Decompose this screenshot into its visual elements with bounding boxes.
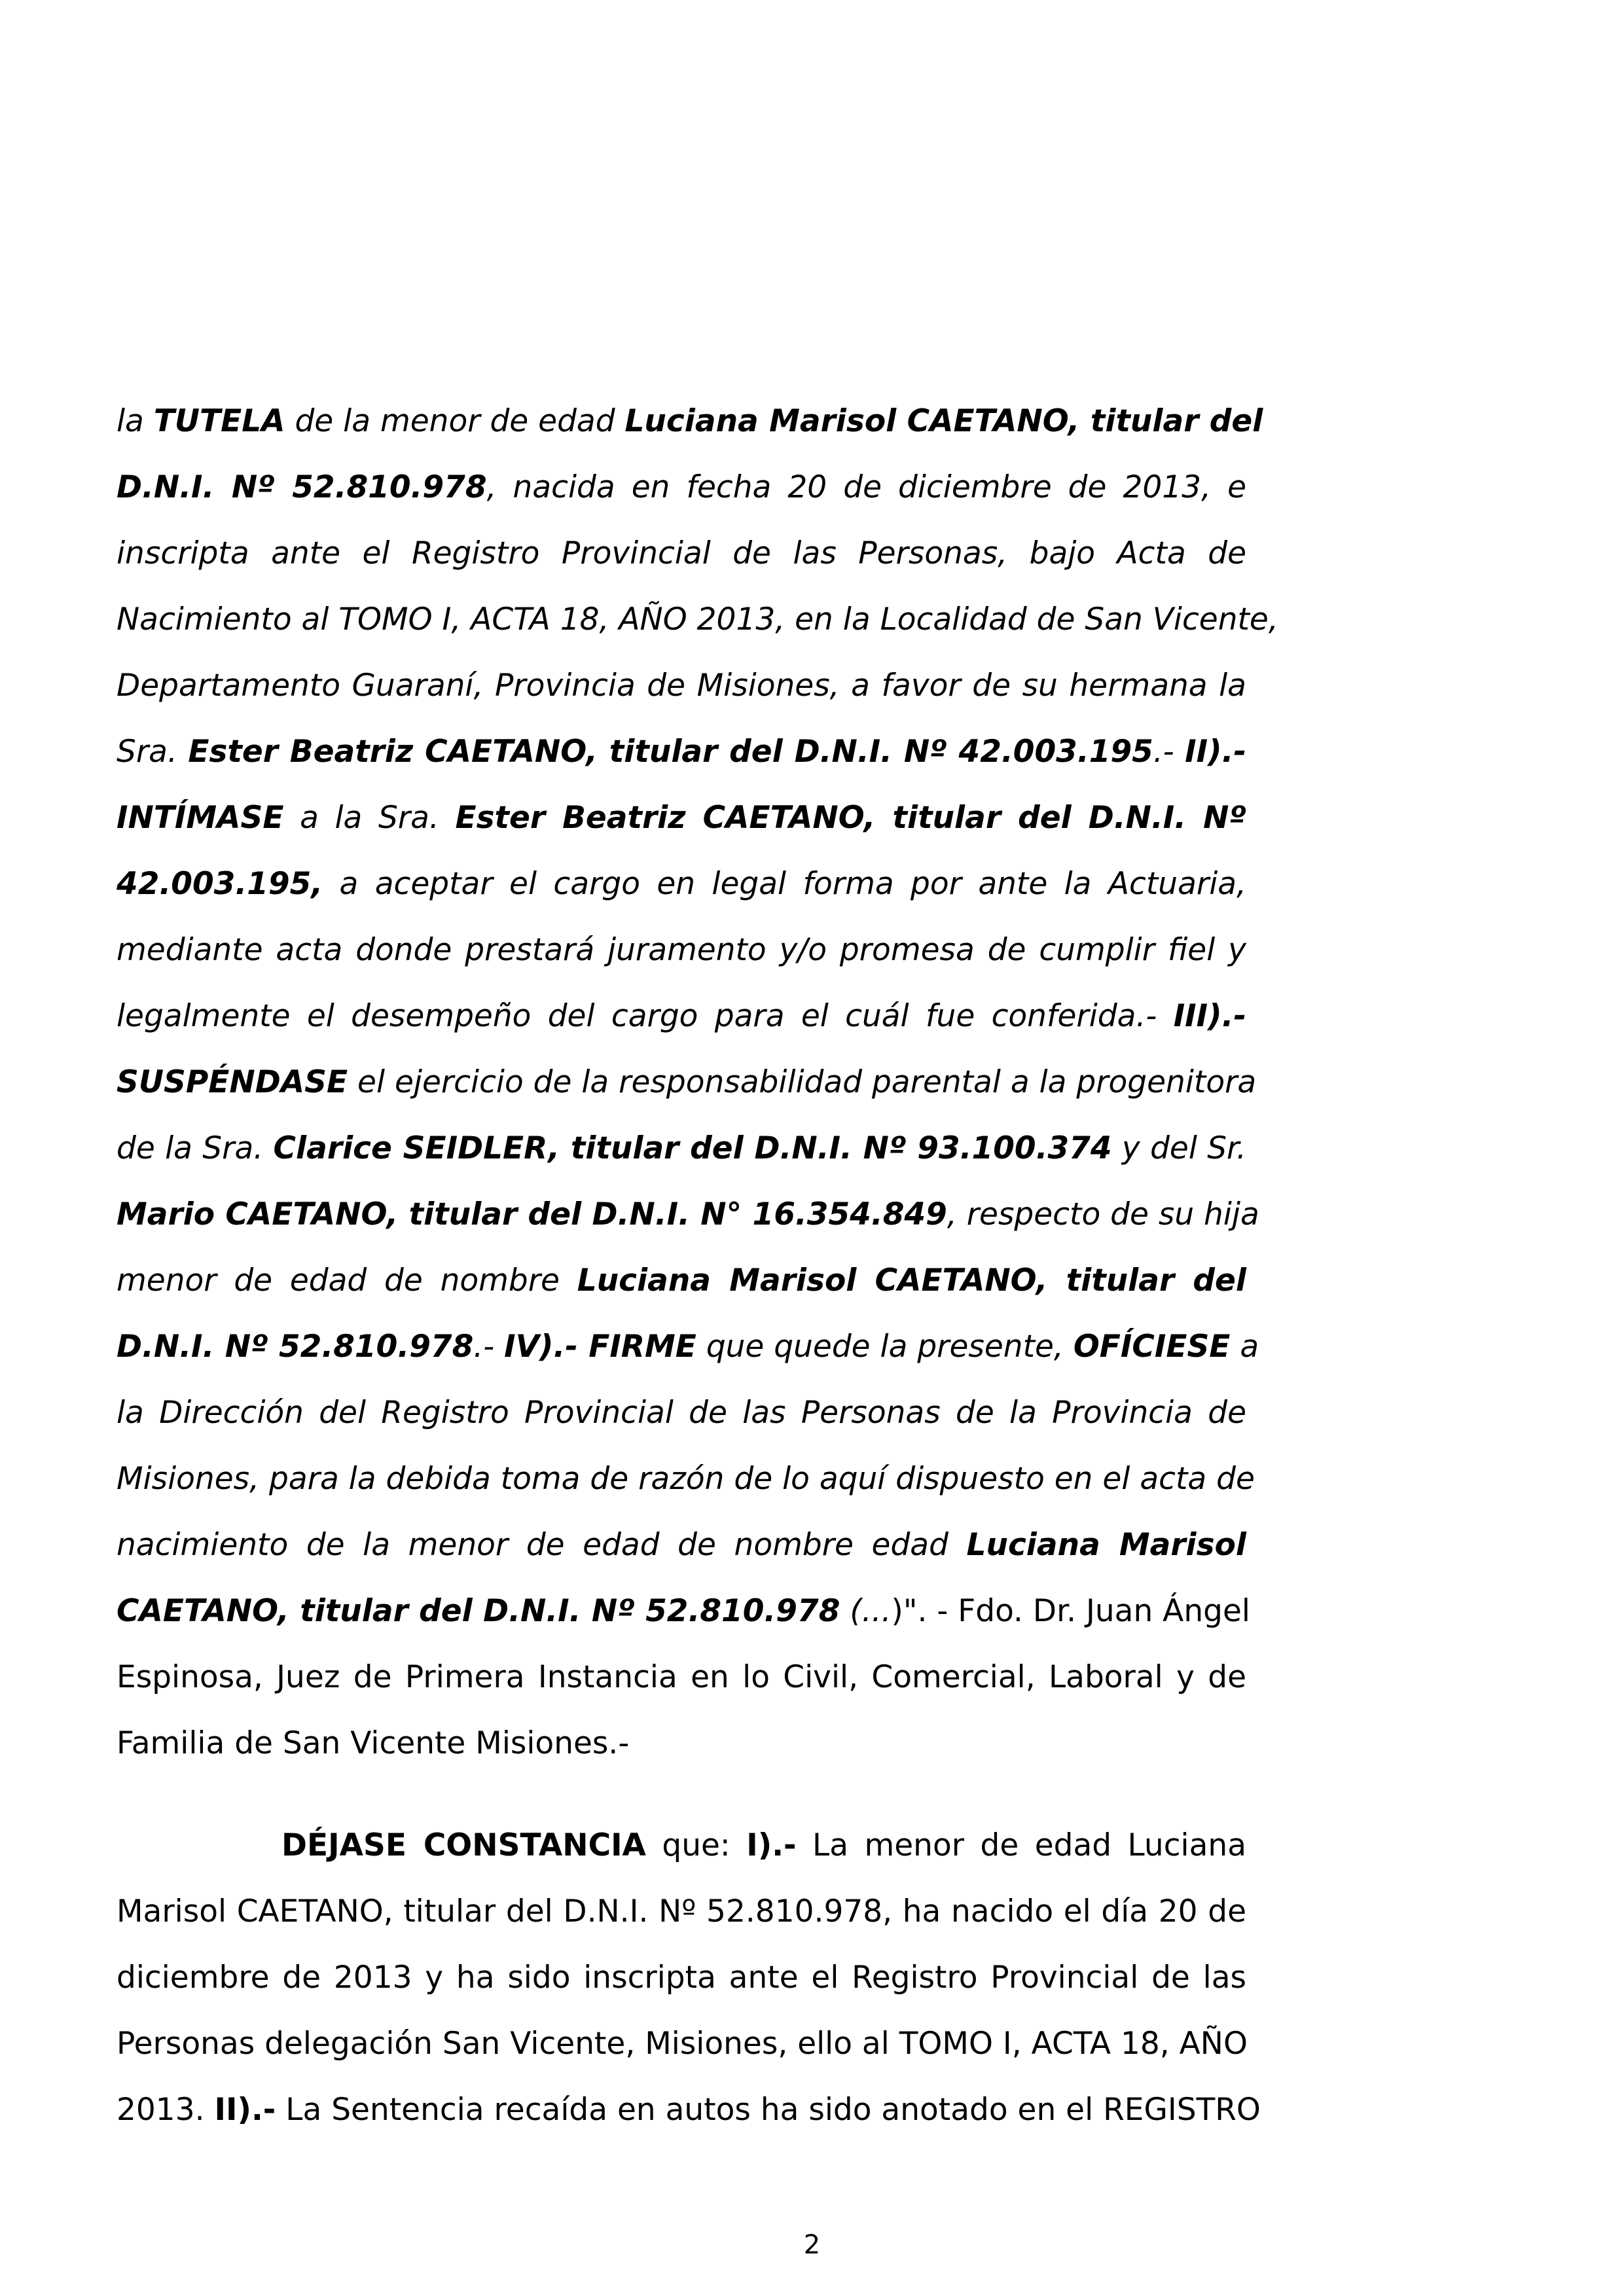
quote-line [117,1658,1246,1697]
text-run: Ester Beatriz CAETANO, titular del D.N.I. Nº [455,800,1247,836]
text-run: a aceptar el cargo en legal forma por ante la Actuaria, [323,866,1246,902]
quote-line [117,997,1246,1036]
text-run: .- [473,1329,505,1365]
text-run: de la menor de edad [285,403,625,439]
text-run: DÉJASE CONSTANCIA [281,1827,646,1863]
quote-line [117,1063,1257,1102]
text-run: I).- [746,1827,797,1863]
text-run: IV).- FIRME [504,1329,696,1365]
quote-line [117,1592,1250,1631]
text-run: (... [840,1593,892,1629]
text-run: Luciana Marisol CAETANO, titular del [624,403,1263,439]
quote-line [117,865,1246,904]
text-run: menor de edad de nombre [117,1263,577,1299]
text-run: legalmente el desempeño del cargo para el cuál fue conferida.- [117,998,1174,1034]
quote-line [117,798,1246,838]
text-run: nacimiento de la menor de edad de nombre edad [117,1527,967,1563]
page-number: 2 [803,2230,821,2260]
text-run: Personas delegación San Vicente, Misiones, ello al TOMO I, ACTA 18, AÑO [117,2026,1248,2062]
text-run: SUSPÉNDASE [117,1064,348,1100]
text-run: Clarice SEIDLER, titular del D.N.I. Nº 93.100.374 [273,1130,1112,1166]
constancia-line [117,1892,1246,1931]
text-run: II).- [1185,734,1246,770]
text-run: La Sentencia recaída en autos ha sido anotado en el REGISTRO [276,2092,1261,2128]
text-run: que: [645,1827,747,1863]
quote-line [117,600,1278,639]
quote-line [117,1195,1259,1234]
constancia-line [117,1958,1246,1998]
text-run: Mario CAETANO, titular del D.N.I. N° 16.354.849 [117,1196,947,1232]
text-run: , nacida en fecha 20 de diciembre de 2013, e [486,469,1246,505]
text-run: .- [1153,734,1185,770]
text-run: a la Sra. [283,800,456,836]
text-run: a [1230,1329,1259,1365]
text-run: inscripta ante el Registro Provincial de las Personas, bajo Acta de [117,535,1246,571]
text-run: el ejercicio de la responsabilidad parental a la progenitora [348,1064,1257,1100]
text-run: TUTELA [153,403,285,439]
quote-line [117,732,1246,772]
text-run: Luciana Marisol CAETANO, titular del [577,1263,1246,1299]
quote-line [117,1460,1255,1499]
quote-line [117,1327,1259,1367]
text-run: Departamento Guaraní, Provincia de Misiones, a favor de su hermana la [117,668,1246,704]
text-run: Nacimiento al TOMO I, ACTA 18, AÑO 2013, en la Localidad de San Vicente, [117,601,1278,637]
text-run: )". - Fdo. Dr. Juan Ángel [891,1593,1250,1629]
quote-line [117,1724,1246,1763]
text-run: y del Sr. [1111,1130,1246,1166]
text-run: 2013. [117,2092,215,2128]
constancia-line [117,2024,1246,2064]
text-run: la Dirección del Registro Provincial de las Personas de la Provincia de [117,1395,1246,1431]
text-run: D.N.I. Nº 52.810.978 [117,1329,474,1365]
text-run: que quede la presente, [696,1329,1074,1365]
text-run: Luciana Marisol [966,1527,1246,1563]
text-run: II).- [214,2092,276,2128]
constancia-line [117,2090,1261,2130]
text-run: La menor de edad Luciana [796,1827,1246,1863]
text-run: Ester Beatriz CAETANO, titular del D.N.I. Nº 42.003.195 [188,734,1153,770]
text-run: Marisol CAETANO, titular del D.N.I. Nº 52.810.978, ha nacido el día 20 de [117,1893,1246,1929]
quote-line [117,468,1246,507]
text-run: OFÍCIESE [1073,1329,1231,1365]
text-run: CAETANO, titular del D.N.I. Nº 52.810.978 [117,1593,840,1629]
quote-line [117,1526,1246,1565]
text-run: 42.003.195, [117,866,323,902]
quote-line [117,1393,1246,1433]
quote-line [117,1261,1246,1300]
text-run: D.N.I. Nº 52.810.978 [117,469,487,505]
quote-line [117,402,1263,441]
text-run: Espinosa, Juez de Primera Instancia en lo Civil, Comercial, Laboral y de [117,1659,1246,1695]
text-run: Familia de San Vicente Misiones.- [117,1725,630,1761]
text-run: la [117,403,154,439]
text-run: diciembre de 2013 y ha sido inscripta ante el Registro Provincial de las [117,1960,1246,1996]
quote-line [117,1129,1246,1168]
quote-line [117,666,1246,706]
text-run: mediante acta donde prestará juramento y/o promesa de cumplir fiel y [117,932,1246,968]
text-run: , respecto de su hija [947,1196,1259,1232]
text-run: Misiones, para la debida toma de razón de lo aquí dispuesto en el acta de [117,1461,1255,1497]
text-run: de la Sra. [117,1130,274,1166]
text-run: INTÍMASE [117,800,284,836]
quote-line [117,534,1246,573]
text-run: Sra. [117,734,189,770]
constancia-line [281,1826,1246,1865]
text-run: III).- [1173,998,1246,1034]
quote-line [117,931,1246,970]
